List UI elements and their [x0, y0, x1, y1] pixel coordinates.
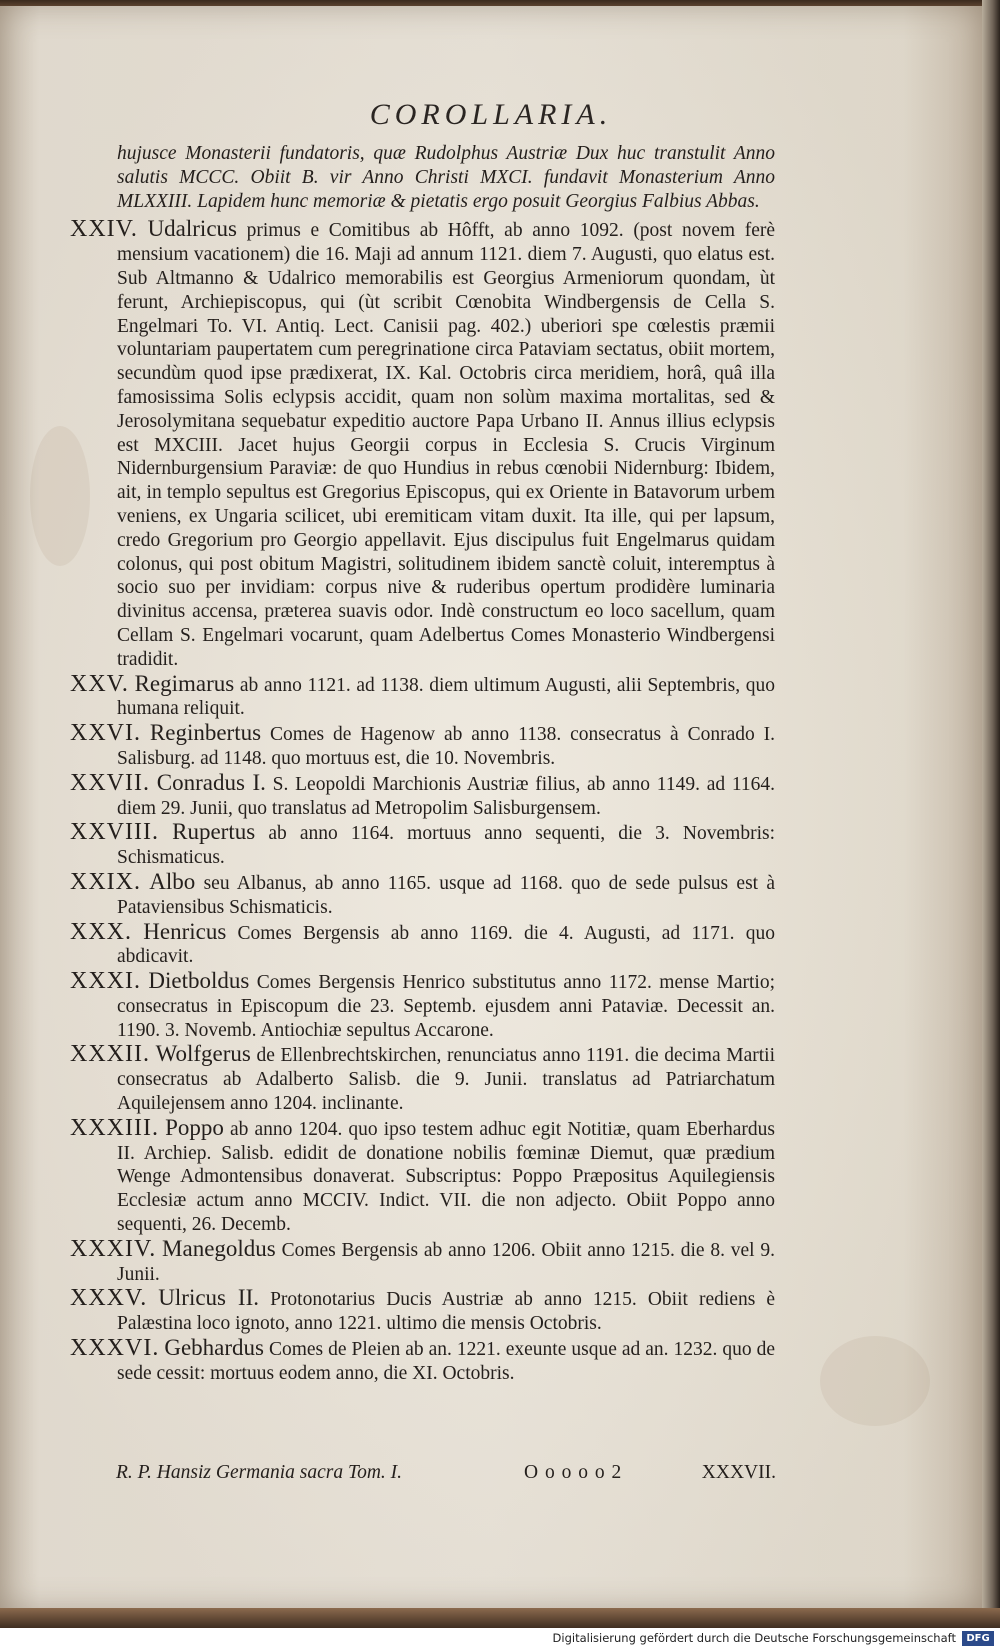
dfg-logo: DFG: [962, 1631, 994, 1646]
entry-text: Comes Bergensis ab anno 1206. Obiit anno 1215. die 8. vel 9. Junii.: [117, 1239, 776, 1285]
entry-name: Ulricus II.: [158, 1285, 260, 1311]
entry-name: Manegoldus: [162, 1235, 276, 1261]
entry-number: XXV.: [70, 670, 129, 697]
footer-book-title: R. P. Hansiz Germania sacra Tom. I.: [116, 1462, 403, 1483]
entry-xxvii: [70, 771, 775, 821]
entry-text: de Ellenbrechtskirchen, renunciatus anno 1191. die decima Martii consecratus ab Adalberto Salisb. die 9. Junii. translatus ad Patriarchatum Aquilejensem anno 1204. inclinante.: [117, 1045, 775, 1115]
entry-number: XXXI.: [70, 968, 141, 995]
entry-text: ab anno 1164. mortuus anno sequenti, die 3. Novembris: Schismaticus.: [117, 823, 776, 869]
credit-bar: [0, 1628, 1000, 1650]
entry-name: Albo: [149, 868, 196, 894]
entry-xxix: [70, 870, 775, 920]
entry-xxxvi: [70, 1336, 775, 1386]
intro-paragraph: hujusce Monasterii fundatoris, quæ Rudolphus Austriæ Dux huc transtulit Anno salutis MCCC. Obiit B. vir Anno Christi MXCI. fundavit Monasterium Anno MLXXIII. Lapidem hunc memoriæ & pietatis ergo posuit Georgius Falbius Abbas.: [117, 143, 775, 212]
entry-xxx: [70, 920, 775, 970]
entry-number: XXIV.: [70, 216, 138, 243]
entry-xxxv: [70, 1286, 775, 1336]
entry-text: Comes de Pleien ab an. 1221. exeunte usque ad an. 1232. quo de sede cessit: mortuus eodem anno, die XI. Octobris.: [117, 1339, 776, 1384]
entry-xxxi: [70, 969, 775, 1042]
entry-number: XXX.: [70, 918, 132, 945]
entry-name: Gebhardus: [164, 1335, 264, 1361]
entry-name: Conradus I.: [156, 769, 266, 795]
book-page: [0, 6, 982, 1610]
running-head: COROLLARIA.: [369, 98, 613, 131]
entry-number: XXVIII.: [70, 819, 159, 846]
entry-xxvi: [70, 721, 775, 771]
entry-number: XXXVI.: [70, 1335, 160, 1362]
entry-text: ab anno 1204. quo ipso testem adhuc egit Notitiæ, quam Eberhardus II. Archiep. Salisb. edidit de donatione nobilis fœminæ Diemut, quæ prædium Wenge Admontensibus donaverat. Subscriptus: Poppo Præpositus Aquilegiensis Ecclesiæ actum anno MCCIV. Indict. VII. die non adjecto. Obiit Poppo anno sequenti, 26. Decemb.: [117, 1118, 775, 1236]
entry-text: Comes de Hagenow ab anno 1138. consecratus à Conrado I. Salisburg. ad 1148. quo mortuus est, die 10. Novembris.: [117, 724, 775, 769]
entry-xxxiii: [70, 1116, 775, 1237]
entry-xxviii: [70, 820, 775, 870]
entry-number: XXXIII.: [70, 1114, 159, 1141]
entry-text: seu Albanus, ab anno 1165. usque ad 1168. quo de sede pulsus est à Pataviensibus Schismaticis.: [117, 872, 776, 918]
entry-number: XXVII.: [70, 769, 150, 796]
entry-text: S. Leopoldi Marchionis Austriæ filius, ab anno 1149. ad 1164. diem 29. Junii, quo translatus ad Metropolim Salisburgensem.: [117, 773, 775, 819]
entry-text: Protonotarius Ducis Austriæ ab anno 1215. Obiit rediens è Palæstina loco ignoto, anno 1221. ultimo die mensis Octobris.: [117, 1289, 776, 1335]
entry-name: Dietboldus: [148, 968, 250, 994]
entry-name: Reginbertus: [149, 720, 262, 746]
entry-name: Wolfgerus: [155, 1041, 251, 1067]
entry-name: Regimarus: [134, 670, 235, 696]
catchword: XXXVII.: [701, 1462, 776, 1483]
entry-number: XXXV.: [70, 1285, 148, 1312]
entry-text: primus e Comitibus ab Hôfft, ab anno 1092. (post novem ferè mensium vacationem) die 16. Maji ad annum 1121. diem 7. Augusti, quo elatus est. Sub Altmanno & Udalrico memorabilis est Georgius Armeniorum quondam, ùt ferunt, Archiepiscopus, qui (ùt scribit Cœnobita Windbergensis de Cella S. Engelmari To. VI. Antiq. Lect. Canisii pag. 402.) uberiori spe cœlestis præmii voluntariam paupertatem cum peregrinatione circa Pataviam sectatus, obiit mortem, secundùm quod ipse prædixerat, IX. Kal. Octobris circa meridiem, horâ, quâ illa famosissima Solis eclypsis accidit, quam non solùm maxima mortalitas, sed & Jerosolymitana sequebatur expeditio auctore Papa Urbano II. Annus illius eclypsis est MXCIII. Jacet hujus Georgii corpus in Ecclesia S. Crucis Virginum Nidernburgensium Paraviæ: de quo Hundius in rebus cœnobii Nidernburg: Ibidem, ait, in templo sepultus est Gregorius Episcopus, qui ex Oriente in Batavorum urbem veniens, ex Ungaria scilicet, ubi eremiticam vitam duxit. Ita ille, qui per lapsum, credo Gregorium pro Georgio appellavit. Ejus discipulus fuit Engelmarus quidam colonus, qui post obitum Magistri, solitudinem ibidem sanctè coluit, interemptus à socio suo per invidiam: corpus nive & ruderibus opertum prodidère luminaria divinitus accensa, præterea suavis odor. Indè constructum eo loco sacellum, quam Cellam S. Engelmari vocarunt, quam Adelbertus Comes Monasterio Windbergensi tradidit.: [117, 220, 775, 670]
credit-text: Digitalisierung gefördert durch die Deutsche Forschungsgemeinschaft: [552, 1631, 956, 1645]
entry-name: Udalricus: [147, 216, 237, 242]
entry-xxiv: [70, 217, 775, 671]
entry-xxxii: [70, 1042, 775, 1115]
entry-xxv: [70, 672, 775, 722]
entry-number: XXXIV.: [70, 1235, 157, 1262]
entry-number: XXIX.: [70, 868, 141, 895]
book-bottom-edge: [0, 1608, 1000, 1628]
entry-name: Henricus: [143, 918, 227, 944]
paper-stain: [820, 1336, 930, 1426]
entry-number: XXXII.: [70, 1041, 150, 1068]
entry-number: XXVI.: [70, 720, 141, 747]
entry-text: Comes Bergensis Henrico substitutus anno 1172. mense Martio; consecratus in Episcopum die 23. Septemb. ejusdem anni Pataviæ. Decessit an. 1190. 3. Novemb. Antiochiæ sepultus Accarone.: [117, 972, 776, 1041]
text-block: [70, 142, 775, 1386]
page-footer-line: [116, 1462, 776, 1488]
entry-name: Poppo: [165, 1114, 224, 1140]
entry-text: ab anno 1121. ad 1138. diem ultimum Augusti, alii Septembris, quo humana reliquit.: [117, 674, 775, 720]
signature-mark: O o o o o 2: [524, 1462, 623, 1483]
book-spine-edge: [982, 0, 1000, 1620]
entry-xxxiv: [70, 1237, 775, 1287]
entry-text: Comes Bergensis ab anno 1169. die 4. Augusti, ad 1171. quo abdicavit.: [117, 922, 775, 968]
entry-name: Rupertus: [172, 819, 256, 845]
